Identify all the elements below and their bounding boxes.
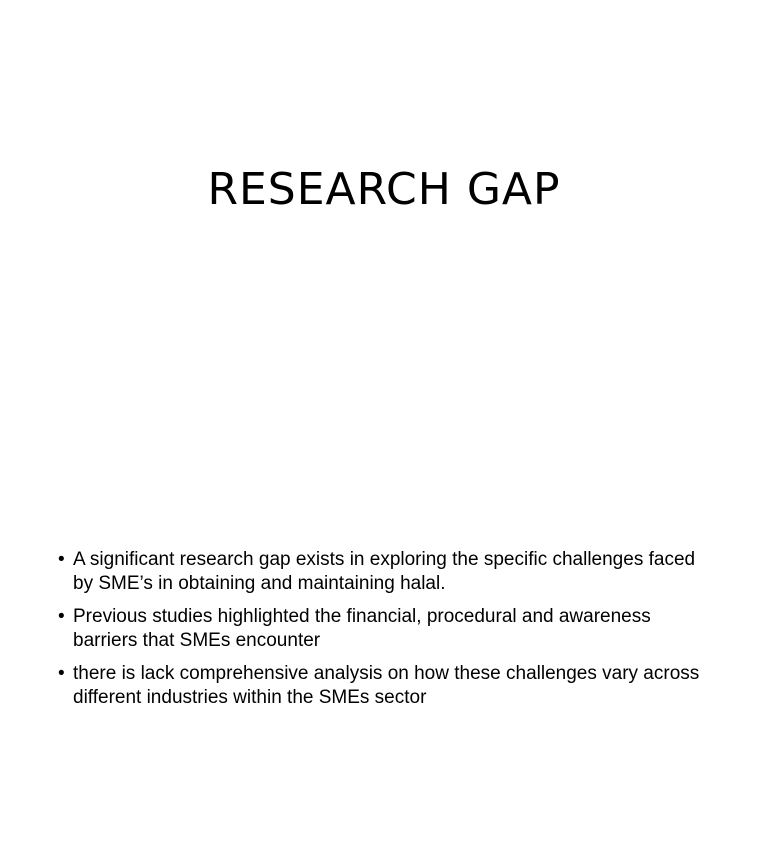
bullet-item: • there is lack comprehensive analysis on how these challenges vary across different industries within the SMEs sector	[56, 662, 716, 710]
bullet-item: • A significant research gap exists in exploring the specific challenges faced by SME’s in obtaining and maintaining halal.	[56, 548, 716, 596]
bullet-list	[56, 548, 716, 719]
bullet-item: • Previous studies highlighted the financial, procedural and awareness barriers that SMEs encounter	[56, 605, 716, 653]
slide-title: RESEARCH GAP	[207, 164, 561, 215]
